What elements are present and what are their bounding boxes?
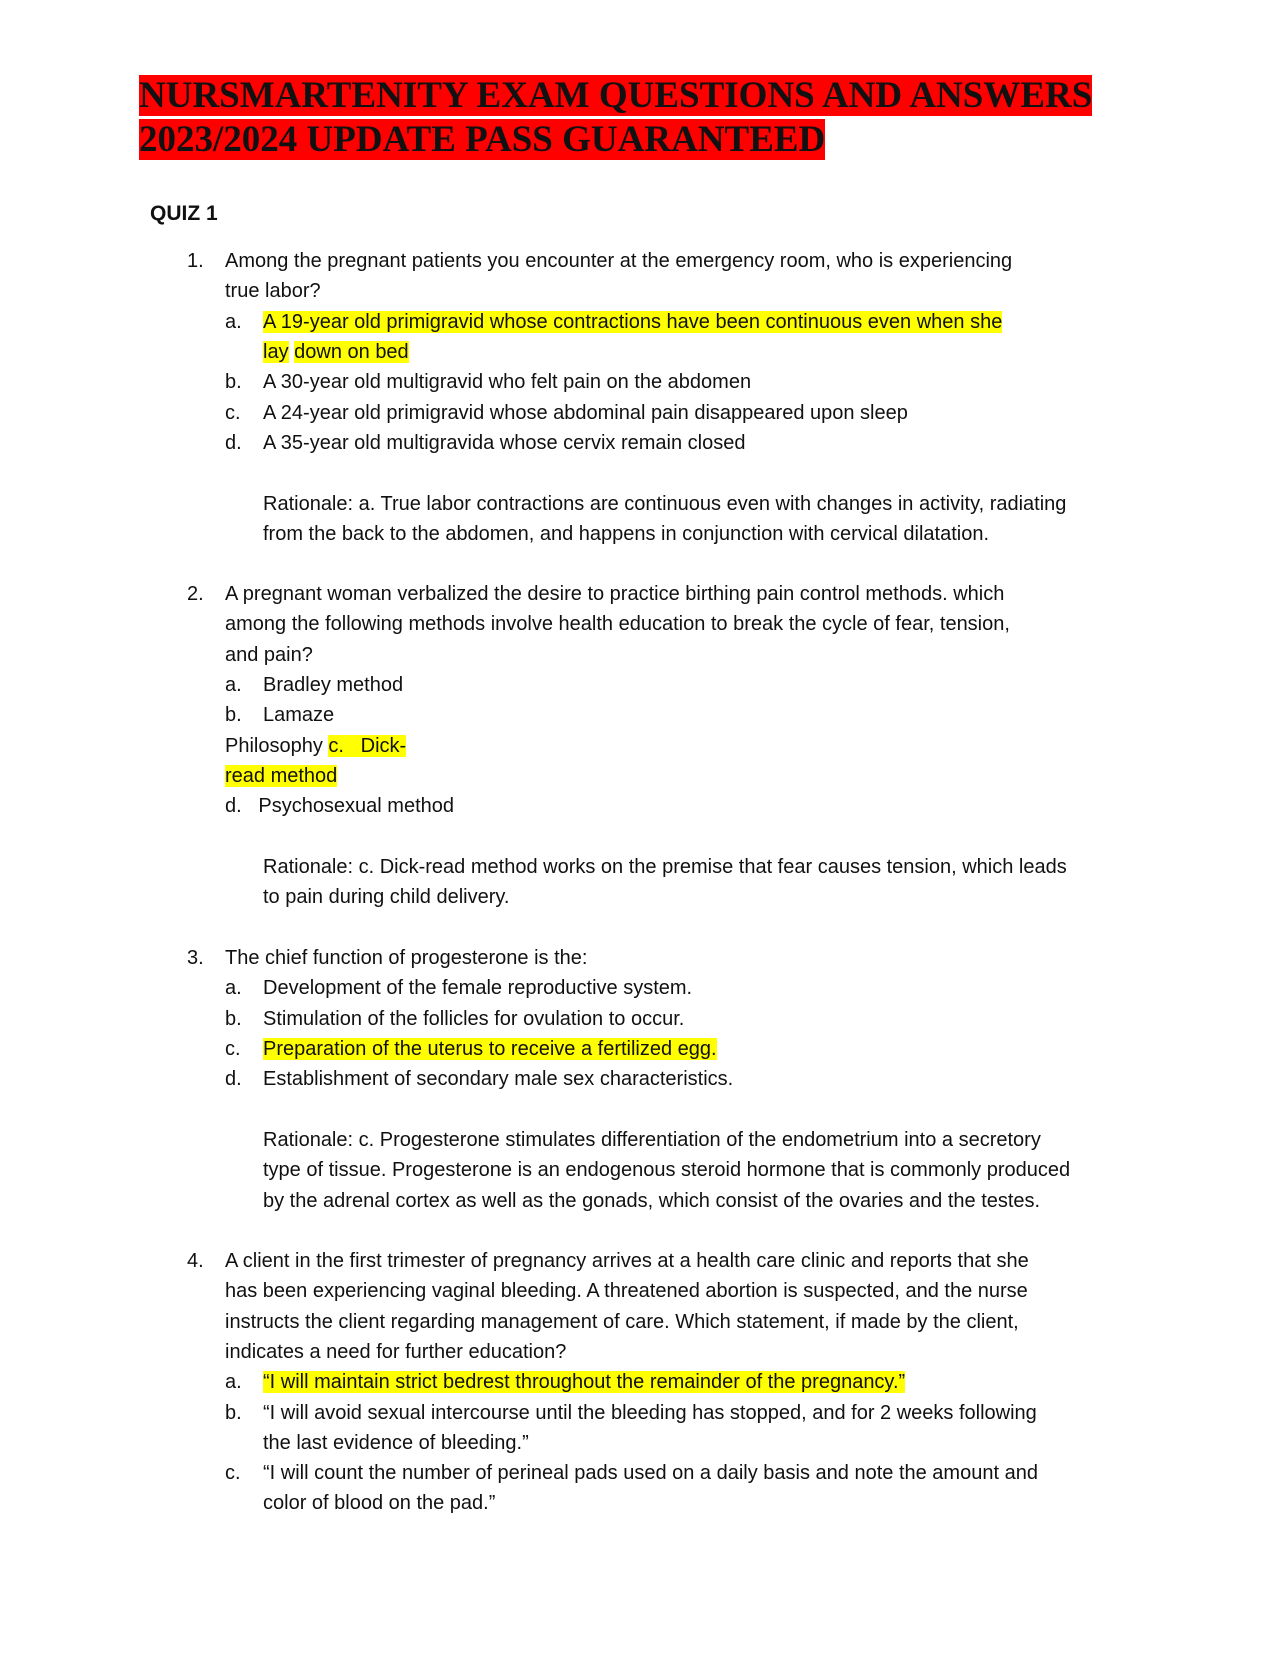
option-letter: a. bbox=[225, 311, 242, 333]
option-a-correct: A 19-year old primigravid whose contractions have been continuous even when she lay down on bed bbox=[263, 311, 1003, 364]
option-letter: c. bbox=[225, 1038, 241, 1060]
question-number: 1. bbox=[187, 250, 204, 272]
rationale: Rationale: c. Progesterone stimulates differentiation of the endometrium into a secretory type of tissue. Progesterone is an endogenous steroid hormone that is commonly produced by the adrenal cortex as well as the gonads, which consist of the ovaries and the testes. bbox=[263, 1129, 1071, 1212]
option-c: “I will count the number of perineal pads used on a daily basis and note the amount and color of blood on the pad.” bbox=[263, 1462, 1038, 1515]
title-line-2: 2023/2024 UPDATE PASS GUARANTEED bbox=[139, 119, 826, 160]
option-letter: b. bbox=[225, 1402, 242, 1424]
title-line-1: NURSMARTENITY EXAM QUESTIONS AND ANSWERS bbox=[139, 75, 1093, 116]
question-number: 4. bbox=[187, 1250, 204, 1272]
option-d: d. Psychosexual method bbox=[225, 795, 455, 817]
option-letter: b. bbox=[225, 1008, 242, 1030]
option-b: Lamaze bbox=[263, 704, 335, 726]
option-letter: d. bbox=[225, 432, 242, 454]
quiz-heading: QUIZ 1 bbox=[150, 202, 218, 225]
option-letter: a. bbox=[225, 674, 242, 696]
option-b: “I will avoid sexual intercourse until the bleeding has stopped, and for 2 weeks following the last evidence of bleeding.” bbox=[263, 1402, 1037, 1455]
option-letter: c. bbox=[225, 402, 241, 424]
option-b: A 30-year old multigravid who felt pain on the abdomen bbox=[263, 371, 752, 393]
option-c: A 24-year old primigravid whose abdominal pain disappeared upon sleep bbox=[263, 402, 908, 424]
option-d: A 35-year old multigravida whose cervix remain closed bbox=[263, 432, 746, 454]
option-d: Establishment of secondary male sex characteristics. bbox=[263, 1068, 734, 1090]
question-number: 3. bbox=[187, 947, 204, 969]
question-text: A client in the first trimester of pregnancy arrives at a health care clinic and reports that she has been experiencing vaginal bleeding. A threatened abortion is suspected, and the nurse instructs the client regarding management of care. Which statement, if made by the client, indicates a need for further education? bbox=[225, 1250, 1029, 1363]
option-a-correct: “I will maintain strict bedrest throughout the remainder of the pregnancy.” bbox=[263, 1371, 906, 1393]
rationale: Rationale: c. Dick-read method works on the premise that fear causes tension, which leads to pain during child delivery. bbox=[263, 856, 1067, 909]
option-letter: c. bbox=[225, 1462, 241, 1484]
option-c-correct: Preparation of the uterus to receive a fertilized egg. bbox=[263, 1038, 717, 1060]
option-a: Bradley method bbox=[263, 674, 404, 696]
question-text: Among the pregnant patients you encounter at the emergency room, who is experiencing true labor? bbox=[225, 250, 1013, 303]
option-letter: d. bbox=[225, 1068, 242, 1090]
question-text: The chief function of progesterone is the: bbox=[225, 947, 588, 969]
rationale: Rationale: a. True labor contractions are continuous even with changes in activity, radiating from the back to the abdomen, and happens in conjunction with cervical dilatation. bbox=[263, 493, 1067, 546]
option-letter: a. bbox=[225, 1371, 242, 1393]
option-letter: b. bbox=[225, 704, 242, 726]
document-title bbox=[139, 74, 1129, 162]
option-b: Stimulation of the follicles for ovulation to occur. bbox=[263, 1008, 685, 1030]
option-letter: b. bbox=[225, 371, 242, 393]
question-text: A pregnant woman verbalized the desire to practice birthing pain control methods. which among the following methods involve health education to break the cycle of fear, tension, and pain? bbox=[225, 583, 1010, 666]
question-number: 2. bbox=[187, 583, 204, 605]
option-letter: a. bbox=[225, 977, 242, 999]
option-c-correct: Philosophy c. Dick- read method bbox=[225, 735, 407, 788]
option-a: Development of the female reproductive system. bbox=[263, 977, 693, 999]
